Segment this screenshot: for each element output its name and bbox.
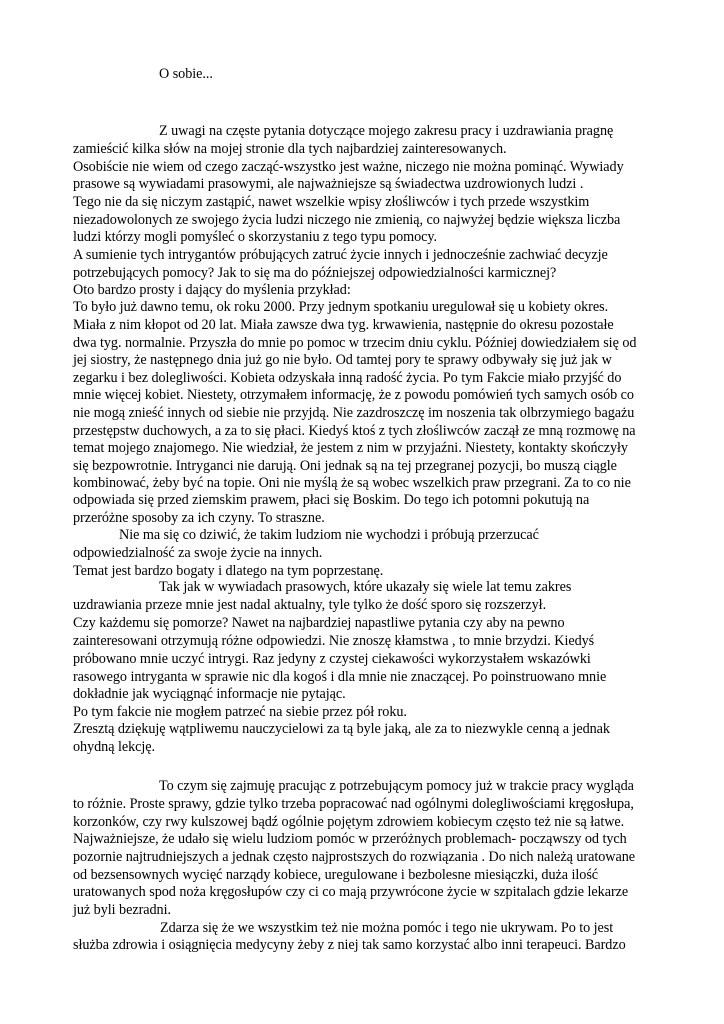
text-line: Zresztą dziękuję wątpliwemu nauczycielowi za tą byle jaką, ale za to niezwykle cenną a jednak [73,721,610,737]
text-line: prasowe są wywiadami prasowymi, ale najważniejsze są świadectwa uzdrowionych ludzi . [73,176,584,192]
text-line: mnie więcej kobiet. Niestety, otrzymałem informację, że z powodu pomówień tych samych osób co [73,387,634,403]
text-line: Tego nie da się niczym zastąpić, nawet wszelkie wpisy złośliwców i tych przede wszystkim [73,194,590,210]
text-line: Najważniejsze, że udało się wielu ludziom pomóc w przeróżnych problemach- począwszy od tych [73,831,627,847]
text-line: dokładnie jak wyciągnąć informacje nie pytając. [73,686,346,702]
text-line: Oto bardzo prosty i dający do myślenia przykład: [73,282,351,298]
text-line: Nie ma się co dziwić, że takim ludziom nie wychodzi i próbują przerzucać [119,527,539,543]
text-line: się bezpowrotnie. Intryganci nie darują. Oni jednak są na tej przegranej pozycji, bo muszą ciągle [73,458,617,474]
text-line: uzdrawiania przeze mnie jest nadal aktualny, tyle tylko że dość sporo się rozszerzył. [73,597,547,613]
text-line: nie mogą znieść innych od siebie nie przyjdą. Nie zazdroszczę im noszenia tak olbrzymiego bagażu [73,405,635,421]
text-line: potrzebujących pomocy? Jak to się ma do późniejszej odpowiedzialności karmicznej? [73,265,557,281]
text-line: dwa tyg. normalnie. Przyszła do mnie po pomoc w trzecim dniu cyklu. Później dowiedziałem się od [73,335,637,351]
text-line: kombinować, żeby być na topie. Oni nie myślą że są wobec wszelkich praw przegrani. Za to co nie [73,475,631,491]
text-line: pozornie najtrudniejszych a jednak często najprostszych do rozwiązania . Do nich należą uratowane [73,849,636,865]
text-line: To czym się zajmuję pracując z potrzebującym pomocy już w trakcie pracy wygląda [159,778,634,794]
text-line: już byli bezradni. [73,902,171,918]
text-line: temat mojego znajomego. Nie wiedział, że jestem z nim w przyjaźni. Niestety, kontakty skończyły [73,440,628,456]
text-line: Z uwagi na częste pytania dotyczące mojego zakresu pracy i uzdrawiania pragnę [159,123,614,139]
text-line: Po tym fakcie nie mogłem patrzeć na siebie przez pół roku. [73,704,407,720]
text-line: odpowiedzialność za swoje życie na innych. [73,545,323,561]
text-line: uratowanych spod noża kręgosłupów czy ci co mają przywrócone życie w szpitalach gdzie lekarze [73,884,629,900]
document-title: O sobie... [159,66,213,82]
text-line: Tak jak w wywiadach prasowych, które ukazały się wiele lat temu zakres [159,579,572,595]
text-line: zegarku i bez dolegliwości. Kobieta odzyskała inną radość życia. Po tym Fakcie miało przyjść do [73,370,622,386]
text-line: przestępstw duchowych, a za to się płaci. Kiedyś ktoś z tych złośliwców zaczął ze mną rozmowę na [73,423,636,439]
text-line: jej siostry, że następnego dnia już go nie było. Od tamtej pory te sprawy odbywały się już jak w [73,352,612,368]
text-line: Zdarza się że we wszystkim też nie można pomóc i tego nie ukrywam. Po to jest [160,920,614,936]
text-line: rasowego intryganta w sprawie nic dla kogoś i dla mnie nie znaczącej. Po poinstruowano mnie [73,669,607,685]
text-line: To było już dawno temu, ok roku 2000. Przy jednym spotkaniu uregulował się u kobiety okres. [73,299,609,315]
text-line: A sumienie tych intrygantów próbujących zatruć życie innych i jednocześnie zachwiać decyzje [73,247,608,263]
text-line: służba zdrowia i osiągnięcia medycyny żeby z niej tak samo korzystać albo inni terapeuci. Bardzo [73,937,626,953]
text-line: niezadowolonych ze swojego życia ludzi niczego nie zmienią, co najwyżej będzie większa liczba [73,212,621,228]
text-line: ludzi którzy mogli pomyśleć o skorzystaniu z tego typu pomocy. [73,229,438,245]
text-line: od bezsensownych wycięć narządy kobiece, uregulowane i bezbolesne miesiączki, duża ilość [73,867,599,883]
text-line: odpowiada się przed ziemskim prawem, płaci się Boskim. Do tego ich potomni pokutują na [73,492,590,508]
text-line: Temat jest bardzo bogaty i dlatego na tym poprzestanę. [73,563,384,579]
text-line: korzonków, czy rwy kulszowej bądź ogólnie pojętym zdrowiem kobiecym często też nie są łatwe. [73,814,625,830]
text-line: zainteresowani otrzymują różne odpowiedzi. Nie znoszę kłamstwa , to mnie brzydzi. Kiedyś [73,633,595,649]
text-line: próbowano mnie uczyć intrygi. Raz jedyny z czystej ciekawości wykorzystałem wskazówki [73,651,591,667]
text-line: to różnie. Proste sprawy, gdzie tylko trzeba popracować nad ogólnymi dolegliwościami kręgosłupa, [73,796,634,812]
text-line: Osobiście nie wiem od czego zacząć-wszystko jest ważne, niczego nie można pominąć. Wywiady [73,159,624,175]
text-line: Miała z nim kłopot od 20 lat. Miała zawsze dwa tyg. krwawienia, następnie do okresu pozostałe [73,317,614,333]
text-line: zamieścić kilka słów na mojej stronie dla tych najbardziej zainteresowanych. [73,141,507,157]
text-line: Czy każdemu się pomorze? Nawet na najbardziej napastliwe pytania czy aby na pewno [73,615,565,631]
text-line: przeróżne sposoby za ich czyny. To straszne. [73,510,325,526]
text-line: ohydną lekcję. [73,739,156,755]
